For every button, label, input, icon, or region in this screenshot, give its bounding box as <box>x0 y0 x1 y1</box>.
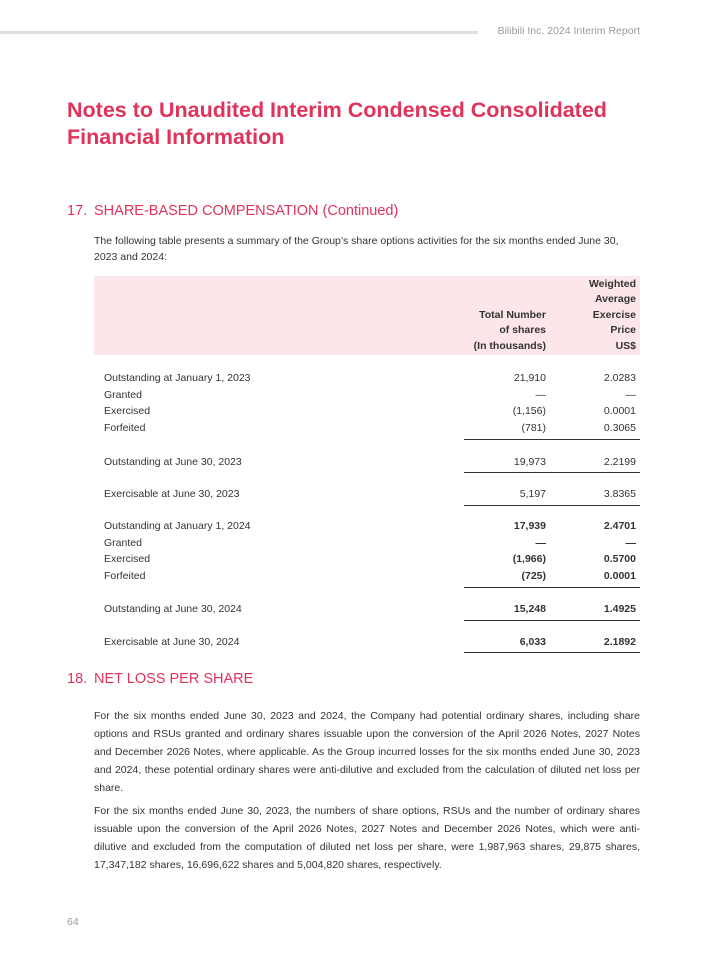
table-row <box>94 602 640 618</box>
section-18-number: 18. <box>67 671 88 687</box>
table-row <box>94 371 640 387</box>
row-shares: (725) <box>521 570 546 582</box>
total-rule <box>464 505 640 506</box>
header-line: Exercise <box>592 308 636 321</box>
row-label: Exercisable at June 30, 2023 <box>104 488 240 500</box>
table-row <box>94 519 640 535</box>
row-shares: 19,973 <box>513 456 546 468</box>
total-rule <box>464 652 640 653</box>
section-18-paragraph-1: For the six months ended June 30, 2023 and 2024, the Company had potential ordinary shares, including share options and RSUs granted and ordinary shares issuable upon the conversion of the April 2026 Notes, 2027 Notes and December 2026 Notes, where applicable. As the Group incurred losses for the six months ended June 30, 2023 and 2024, these potential ordinary shares were anti-dilutive and excluded from the calculation of diluted net loss per share. <box>94 710 640 794</box>
exercise-price-column-header <box>589 277 636 355</box>
header-rule <box>0 31 478 34</box>
row-shares: (781) <box>521 422 546 434</box>
row-label: Outstanding at January 1, 2024 <box>104 520 251 532</box>
row-price: 0.0001 <box>603 405 636 417</box>
row-label: Granted <box>104 389 142 401</box>
row-shares: 5,197 <box>519 488 546 500</box>
row-price: 2.1892 <box>603 636 636 648</box>
row-label: Exercised <box>104 405 151 417</box>
row-price: — <box>625 389 636 401</box>
table-row <box>94 455 640 471</box>
header-line: Weighted <box>588 277 636 290</box>
total-rule <box>464 472 640 473</box>
row-shares: (1,966) <box>512 553 546 565</box>
row-price: 0.3065 <box>603 422 636 434</box>
table-row <box>94 388 640 404</box>
row-label: Outstanding at June 30, 2023 <box>104 456 242 468</box>
header-line: Average <box>594 293 636 305</box>
header-line: US$ <box>615 339 636 352</box>
row-label: Exercised <box>104 553 151 565</box>
table-row <box>94 487 640 503</box>
section-18-paragraph-2: For the six months ended June 30, 2023, the numbers of share options, RSUs and the number of ordinary shares issuable upon the conversion of the April 2026 Notes, 2027 Notes and December 2026 Notes, which were anti-dilutive and excluded from the computation of diluted net loss per share, were 1,987,963 shares, 29,875 shares, 17,347,182 shares, 16,696,622 shares and 5,004,820 shares, respectively. <box>94 805 640 871</box>
total-shares-column-header <box>474 308 546 355</box>
row-label: Outstanding at January 1, 2023 <box>104 372 251 384</box>
table-row <box>94 635 640 651</box>
page-number: 64 <box>67 916 79 928</box>
table-row <box>94 421 640 437</box>
row-shares: — <box>535 537 546 549</box>
section-17-intro: The following table presents a summary of the Group’s share options activities for the six months ended June 30, 2023 and 2024: <box>94 235 619 263</box>
table-row <box>94 552 640 568</box>
header-line: (In thousands) <box>473 339 546 352</box>
header-line: Price <box>610 324 636 336</box>
row-shares: 15,248 <box>513 603 546 615</box>
share-options-table-header <box>94 276 640 355</box>
section-18-title: NET LOSS PER SHARE <box>94 671 254 687</box>
row-shares: 21,910 <box>513 372 546 384</box>
row-price: 3.8365 <box>603 488 636 500</box>
table-row <box>94 569 640 585</box>
section-17-heading <box>67 203 398 219</box>
row-price: 0.5700 <box>603 553 636 565</box>
total-rule <box>464 620 640 621</box>
header-line: Total Number <box>479 308 546 321</box>
row-label: Forfeited <box>104 422 146 434</box>
row-label: Outstanding at June 30, 2024 <box>104 603 242 615</box>
row-label: Exercisable at June 30, 2024 <box>104 636 240 648</box>
table-row <box>94 536 640 552</box>
section-18-heading <box>67 671 253 687</box>
table-row <box>94 404 640 420</box>
section-17-title: SHARE-BASED COMPENSATION (Continued) <box>94 203 399 219</box>
report-title: Bilibili Inc. 2024 Interim Report <box>497 25 640 37</box>
row-shares: 6,033 <box>519 636 546 648</box>
subtotal-rule <box>464 439 640 440</box>
row-label: Forfeited <box>104 570 146 582</box>
page-title: Notes to Unaudited Interim Condensed Consolidated Financial Information <box>67 98 607 149</box>
row-label: Granted <box>104 537 142 549</box>
section-17-number: 17. <box>67 203 88 219</box>
header-line: of shares <box>499 324 546 336</box>
row-price: 2.4701 <box>603 520 636 532</box>
row-shares: (1,156) <box>512 405 546 417</box>
row-price: 1.4925 <box>603 603 636 615</box>
row-price: 2.0283 <box>603 372 636 384</box>
subtotal-rule <box>464 587 640 588</box>
row-shares: 17,939 <box>513 520 546 532</box>
row-price: — <box>625 537 636 549</box>
row-shares: — <box>535 389 546 401</box>
row-price: 2.2199 <box>603 456 636 468</box>
row-price: 0.0001 <box>603 570 636 582</box>
